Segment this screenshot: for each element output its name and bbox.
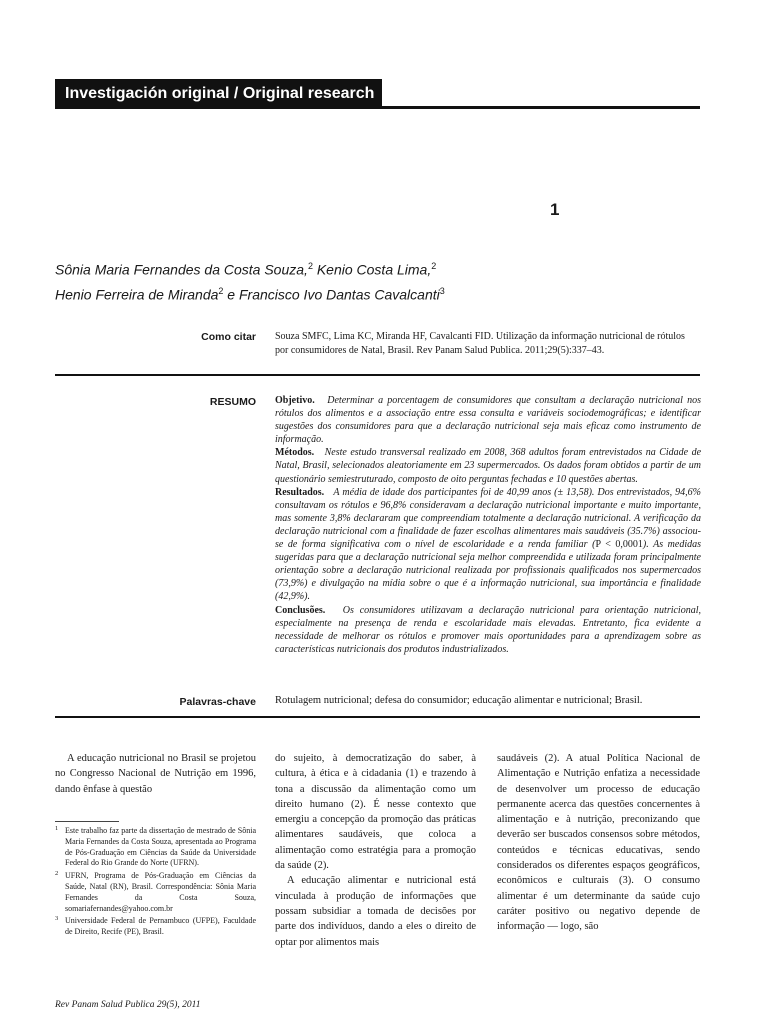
footnote-text: Universidade Federal de Pernambuco (UFPE), Faculdade de Direito, Recife (PE), Brasil.	[65, 916, 256, 937]
footnotes	[55, 826, 256, 940]
author-name: Henio Ferreira de Miranda	[55, 286, 219, 303]
section-title: Investigación original / Original research	[65, 85, 375, 102]
p-value: P < 0,0001	[595, 539, 643, 551]
conclusions-text: Os consumidores utilizavam a declaração nutricional para orientação nutricional, especialmente na presença de renda e escolaridade mais elevadas. Entretanto, fica evidente a necessidade de melhorar os rótulos e promover mais oportunidades para a aprendizagem sobre as características nutricionais dos produtos industrializados.	[275, 604, 701, 655]
author-list	[55, 256, 705, 305]
abstract-bottom-rule	[55, 716, 700, 718]
journal-footer: Rev Panam Salud Publica 29(5), 2011	[55, 1000, 201, 1010]
abstract-results	[275, 486, 701, 604]
author-affiliation: 2	[307, 261, 313, 271]
author-line-2	[55, 281, 705, 306]
methods-heading: Métodos.	[275, 447, 315, 459]
header-rule	[55, 106, 700, 109]
keywords-label: Palavras-chave	[179, 696, 256, 708]
author-affiliation: 2	[218, 285, 224, 296]
body-column-3	[497, 751, 700, 935]
footnote	[55, 916, 256, 938]
abstract-top-rule	[55, 374, 700, 376]
abstract-label: RESUMO	[209, 396, 256, 408]
author-name: Sônia Maria Fernandes da Costa Souza,	[55, 261, 308, 278]
page-number: 1	[550, 200, 560, 219]
author-name: e Francisco Ivo Dantas Cavalcanti	[223, 286, 440, 303]
footnote	[55, 871, 256, 914]
body-paragraph: A educação nutricional no Brasil se projetou no Congresso Nacional de Nutrição em 1996, dando ênfase à questão	[55, 753, 256, 795]
citation-label: Como citar	[201, 331, 256, 343]
footnote-number: 2	[55, 870, 59, 878]
abstract-methods	[275, 446, 701, 485]
author-affiliation: 2	[431, 261, 437, 271]
footnote-number: 3	[55, 915, 59, 923]
results-text-cont: ). As medidas sugeridas para que a declaração nutricional seja melhor compreendida e utilizada foram principalmente orientação sobre a declaração nutricional realizada por profissionais qualificados nos supermercados (73,9%) e divulgação na mídia sobre o que é a informação nutricional, sua importância e finalidade (42,9%).	[275, 539, 701, 603]
footnote	[55, 826, 256, 869]
results-heading: Resultados.	[275, 486, 325, 498]
abstract	[275, 394, 701, 656]
body-column-2	[275, 751, 476, 950]
body-paragraph: do sujeito, à democratização do saber, à cultura, à ética e à cidadania (1) e trazendo à tona a discussão da alimentação como um direito humano (2). É nesse contexto que emergiu a concepção da promoção das práticas alimentares saudáveis, que coloca a alimentação como estratégia para a promoção da saúde (2).	[275, 753, 476, 872]
body-column-1	[55, 751, 256, 797]
abstract-conclusions	[275, 604, 701, 656]
footnote-number: 1	[55, 825, 59, 832]
methods-text: Neste estudo transversal realizado em 2008, 368 adultos foram entrevistados na Cidade de Natal, Brasil, selecionados aleatoriamente em 23 supermercados. Os dados foram obtidos a partir de um questionário semiestruturado, composto de oito perguntas fechadas e 10 questões abertas.	[275, 447, 702, 485]
conclusions-heading: Conclusões.	[275, 604, 326, 616]
results-text: A média de idade dos participantes foi de 40,99 anos (± 13,58). Dos entrevistados, 94,6% consultavam os rótulos e 96,8% consideravam a declaração nutricional importante e muito importante, mas somente 3,8% declararam que compreendiam totalmente a declaração nutricional. A verificação da declaração nutricional com a finalidade de fazer escolhas alimentares mais saudáveis (35.7%) associou-se de forma significativa com o nível de escolaridade e a renda familiar (	[275, 486, 702, 551]
author-name: Kenio Costa Lima,	[312, 261, 432, 278]
body-paragraph: A educação alimentar e nutricional está vinculada à produção de informações que possam subsidiar a tomada de decisões por parte dos indivíduos, dando a eles o direito de optar por alimentos mais	[275, 875, 476, 948]
footnote-text: UFRN, Programa de Pós-Graduação em Ciências da Saúde, Natal (RN), Brasil. Correspondência: Sônia Maria Fernandes da Costa Souza, somariafernandes@yahoo.com.br	[65, 871, 256, 913]
citation-text: Souza SMFC, Lima KC, Miranda HF, Cavalcanti FID. Utilização da informação nutricional de rótulos por consumidores de Natal, Brasil. Rev Panam Salud Publica. 2011;29(5):337–43.	[275, 331, 685, 356]
author-affiliation: 3	[439, 285, 445, 296]
footnote-text: Este trabalho faz parte da dissertação de mestrado de Sônia Maria Fernandes da Costa Souza, apresentada ao Programa de Pós-Graduação em Ciências da Saúde da Universidade Federal do Rio Grande do Norte (UFRN).	[65, 826, 256, 868]
abstract-objective	[275, 394, 701, 446]
footnote-rule	[55, 821, 119, 822]
objective-heading: Objetivo.	[275, 395, 315, 406]
body-paragraph: saudáveis (2). A atual Política Nacional de Alimentação e Nutrição enfatiza a necessidade de desenvolver um processo de educação permanente acerca das questões concernentes à alimentação e à nutrição, preconizando que deverão ser buscados consensos sobre métodos, conteúdos e técnicas educativas, sendo considerados os diferentes espaços geográficos, econômicos e culturais (3). O consumo alimentar é um determinante da saúde cujo caráter positivo ou negativo depende de informação — logo, são	[497, 753, 700, 933]
section-header	[55, 79, 382, 109]
author-line-1	[55, 256, 705, 281]
keywords-text: Rotulagem nutricional; defesa do consumidor; educação alimentar e nutricional; Brasil.	[275, 695, 643, 706]
objective-text: Determinar a porcentagem de consumidores que consultam a declaração nutricional nos rótulos dos alimentos e a associação entre essa consulta e variáveis sociodemográficas; e identificar sugestões dos consumidores para que a declaração nutricional seja mais eficaz como instrumento de informação.	[275, 395, 701, 446]
